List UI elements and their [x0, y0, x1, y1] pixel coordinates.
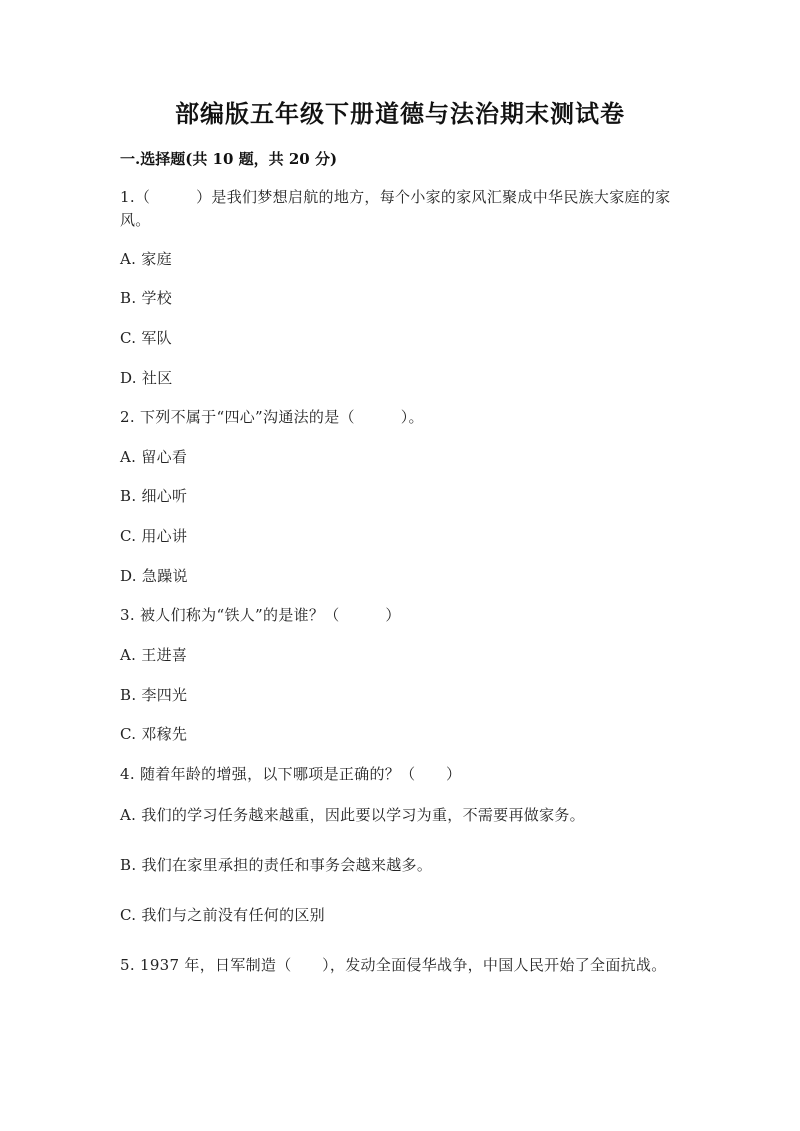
question-1-option-d[interactable]: D. 社区	[120, 369, 173, 387]
question-2-option-b[interactable]: B. 细心听	[120, 487, 188, 505]
question-1-option-c[interactable]: C. 军队	[120, 329, 172, 347]
question-4-option-a[interactable]: A. 我们的学习任务越来越重，因此要以学习为重，不需要再做家务。	[120, 806, 585, 824]
question-5-stem: 5. 1937 年，日军制造（ ），发动全面侵华战争，中国人民开始了全面抗战。	[120, 956, 667, 974]
question-4-option-c[interactable]: C. 我们与之前没有任何的区别	[120, 906, 325, 924]
question-2-option-d[interactable]: D. 急躁说	[120, 567, 188, 585]
question-2-stem: 2. 下列不属于“四心”沟通法的是（ ）。	[120, 408, 424, 426]
question-4-option-b[interactable]: B. 我们在家里承担的责任和事务会越来越多。	[120, 856, 433, 874]
section-heading: 一.选择题(共 10 题，共 20 分)	[120, 150, 338, 168]
question-3-stem: 3. 被人们称为“铁人”的是谁？（ ）	[120, 606, 401, 624]
exam-title: 部编版五年级下册道德与法治期末测试卷	[175, 99, 625, 128]
question-1-option-b[interactable]: B. 学校	[120, 289, 173, 307]
question-1-stem: 1.（ ）是我们梦想启航的地方，每个小家的家风汇聚成中华民族大家庭的家风。	[120, 188, 671, 229]
question-2-option-a[interactable]: A. 留心看	[120, 448, 188, 466]
question-1-option-a[interactable]: A. 家庭	[120, 250, 172, 268]
question-3-option-a[interactable]: A. 王进喜	[120, 646, 188, 664]
question-3-option-c[interactable]: C. 邓稼先	[120, 725, 188, 743]
question-4-stem: 4. 随着年龄的增强，以下哪项是正确的？（ ）	[120, 765, 462, 783]
question-3-option-b[interactable]: B. 李四光	[120, 686, 188, 704]
question-2-option-c[interactable]: C. 用心讲	[120, 527, 188, 545]
